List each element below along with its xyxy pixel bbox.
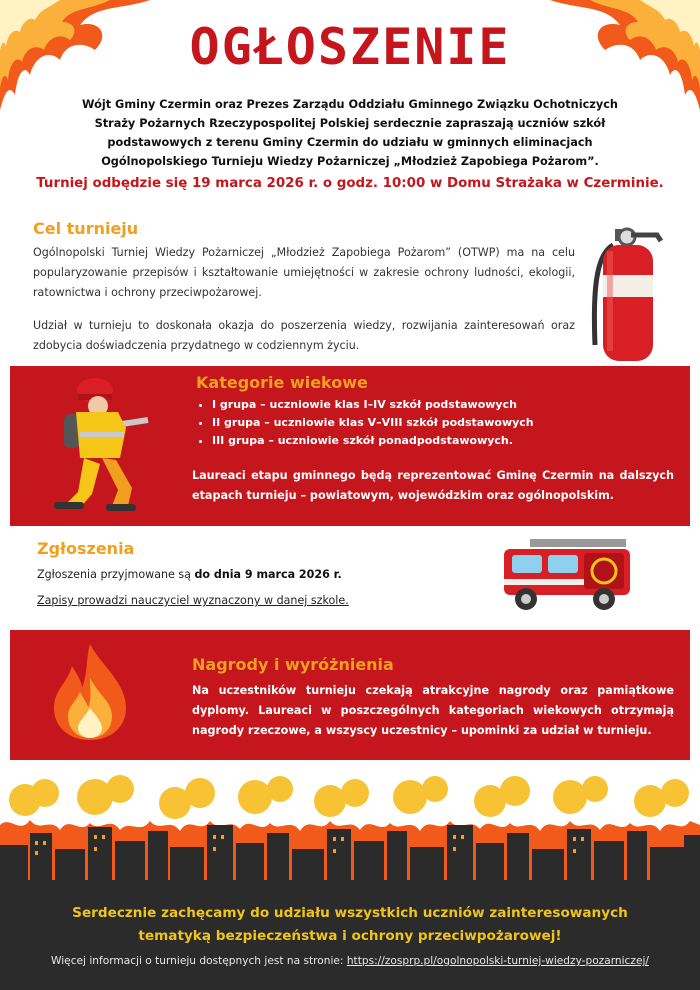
fire-truck-icon [500, 535, 635, 613]
list-item: • II grupa – uczniowie klas V–VIII szkół podstawowych [212, 414, 692, 432]
deadline-date: do dnia 9 marca 2026 r. [194, 568, 342, 581]
list-item: • I grupa – uczniowie klas I–IV szkół podstawowych [212, 396, 692, 414]
intro-text: Wójt Gminy Czermin oraz Prezes Zarządu Oddziału Gminnego Związku Ochotniczych Straży Pożarnych Rzeczypospolitej Polskiej serdecznie zapraszają uczniów szkół podstawowych z terenu Gminy Czermin do udziału w gminnych eliminacjach Ogólnopolskiego Turnieju Wiedzy Pożarniczej „Młodzież Zapobiega Pożarom”. [82, 98, 618, 168]
page-title: OGŁOSZENIE [189, 18, 511, 76]
goal-paragraph-1: Ogólnopolski Turniej Wiedzy Pożarniczej „Młodzież Zapobiega Pożarom” (OTWP) ma na celu popularyzowanie przepisów i kształtowanie umiejętności w zakresie ochrony ludności, ekologii, ratownictwa i ochrony przeciwpożarowej. [33, 246, 575, 299]
burning-city-icon [0, 775, 700, 885]
event-date-line: Turniej odbędzie się 19 marca 2026 r. o godz. 10:00 w Domu Strażaka w Czerminie. [36, 176, 664, 191]
prizes-text: Na uczestników turnieju czekają atrakcyjne nagrody oraz pamiątkowe dyplomy. Laureaci w poszczególnych kategoriach wiekowych otrzymają nagrody rzeczowe, a wszyscy uczestnicy – upominki za udział w turnieju. [192, 684, 674, 737]
more-info-link[interactable]: https://zosprp.pl/ogolnopolski-turniej-wiedzy-pozarniczej/ [346, 955, 649, 967]
categories-note: Laureaci etapu gminnego będą reprezentować Gminę Czermin na dalszych etapach turnieju – powiatowym, wojewódzkim oraz ogólnopolskim. [192, 469, 674, 502]
applications-deadline [37, 568, 342, 581]
list-item: • III grupa – uczniowie szkół ponadpodstawowych. [212, 432, 692, 450]
goal-paragraph-2: Udział w turnieju to doskonała okazja do poszerzenia wiedzy, rozwijania zainteresowań oraz zdobycia doświadczenia przydatnego w codziennym życiu. [33, 319, 575, 352]
section-heading-goal: Cel turnieju [33, 219, 139, 238]
fire-extinguisher-icon [585, 215, 665, 363]
deadline-prefix: Zgłoszenia przyjmowane są [37, 568, 195, 581]
flame-icon [48, 642, 133, 742]
section-heading-prizes: Nagrody i wyróżnienia [192, 655, 394, 674]
firefighter-icon [40, 372, 160, 517]
footer-info-prefix: Więcej informacji o turnieju dostępnych jest na stronie: [51, 955, 347, 967]
section-heading-categories: Kategorie wiekowe [196, 373, 368, 392]
applications-teacher-note: Zapisy prowadzi nauczyciel wyznaczony w danej szkole. [37, 594, 349, 607]
categories-list [196, 396, 692, 450]
footer-call-to-action: Serdecznie zachęcamy do udziału wszystkich uczniów zainteresowanych tematyką bezpieczeństwa i ochrony przeciwpożarowej! [72, 905, 628, 944]
footer-info [0, 955, 700, 967]
section-heading-applications: Zgłoszenia [37, 539, 135, 558]
